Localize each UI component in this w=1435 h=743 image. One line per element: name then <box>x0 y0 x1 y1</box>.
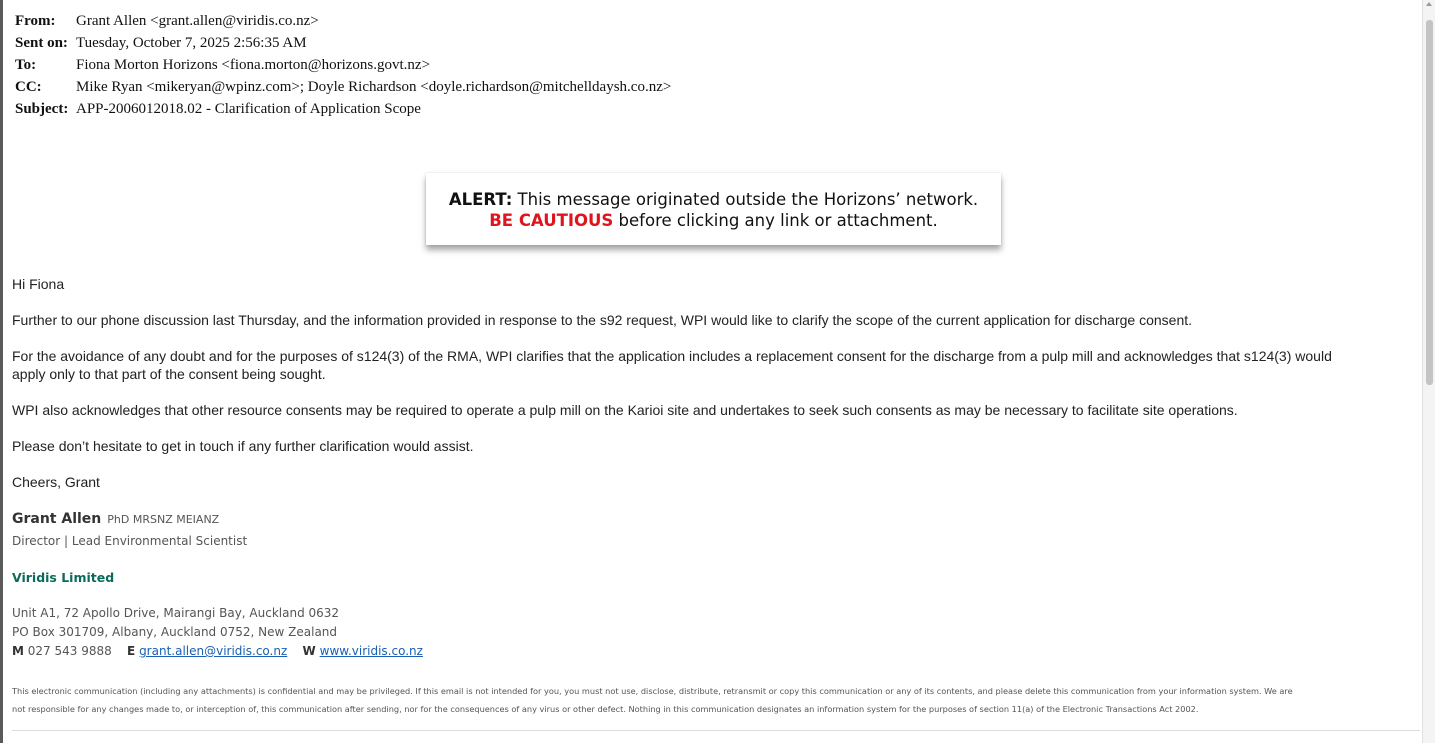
signature-company: Viridis Limited <box>12 570 115 585</box>
external-alert-banner <box>426 173 1001 245</box>
signature-contact <box>12 644 423 658</box>
signature-title: Director | Lead Environmental Scientist <box>12 534 248 548</box>
website-label: W <box>302 644 316 658</box>
window-left-edge <box>0 0 3 743</box>
mobile-number: 027 543 9888 <box>27 644 112 658</box>
scroll-up-arrow-icon[interactable] <box>1426 2 1432 6</box>
header-cc <box>15 76 671 98</box>
paragraph-2-line-1: For the avoidance of any doubt and for the purposes of s124(3) of the RMA, WPI clarifies that the application includes a replacement consent for the discharge from a pulp mill and acknowledges that s124(3) would <box>12 348 1332 364</box>
header-subject <box>15 98 671 120</box>
alert-line-2 <box>426 210 1001 231</box>
legal-disclaimer <box>12 682 1412 718</box>
email-headers <box>15 10 671 120</box>
header-to <box>15 54 671 76</box>
cc-value[interactable]: Mike Ryan <mikeryan@wpinz.com>; Doyle Richardson <doyle.richardson@mitchelldaysh.co.nz> <box>76 78 672 95</box>
subject-value: APP-2006012018.02 - Clarification of Application Scope <box>76 100 421 117</box>
mobile-label: M <box>12 644 24 658</box>
to-value[interactable]: Fiona Morton Horizons <fiona.morton@horizons.govt.nz> <box>76 56 431 73</box>
website-link[interactable]: www.viridis.co.nz <box>319 644 423 658</box>
disclaimer-line-1: This electronic communication (including any attachments) is confidential and may be privileged. If this email is not intended for you, you must not use, disclose, distribute, retransmit or copy this communication or any of its contents, and please delete this communication from your information system. We are <box>12 686 1293 696</box>
paragraph-1: Further to our phone discussion last Thursday, and the information provided in response to the s92 request, WPI would like to clarify the scope of the current application for discharge consent. <box>12 312 1193 328</box>
alert-line1-text: This message originated outside the Horizons’ network. <box>512 190 979 209</box>
greeting: Hi Fiona <box>12 276 65 292</box>
subject-label: Subject: <box>15 100 69 117</box>
vertical-scrollbar[interactable] <box>1422 0 1435 743</box>
alert-line-1 <box>426 189 1001 210</box>
sent-value: Tuesday, October 7, 2025 2:56:35 AM <box>76 34 307 51</box>
sign-off: Cheers, Grant <box>12 474 100 490</box>
email-link[interactable]: grant.allen@viridis.co.nz <box>139 644 288 658</box>
paragraph-2-line-2: apply only to that part of the consent being sought. <box>12 366 326 382</box>
alert-caution: BE CAUTIOUS <box>489 211 614 230</box>
header-sent <box>15 32 671 54</box>
signature-quals: PhD MRSNZ MEIANZ <box>107 513 220 526</box>
to-label: To: <box>15 56 37 73</box>
sent-label: Sent on: <box>15 34 68 51</box>
from-label: From: <box>15 12 56 29</box>
disclaimer-line-2: not responsible for any changes made to, or interception of, this communication after sending, nor for the consequences of any virus or other defect. Nothing in this communication designates an information system for the purposes of section 11(a) of the Electronic Transactions Act 2002. <box>12 704 1199 714</box>
signature-name: Grant Allen <box>12 511 102 527</box>
scrollbar-thumb[interactable] <box>1426 20 1433 385</box>
message-divider <box>12 730 1420 731</box>
from-value[interactable]: Grant Allen <grant.allen@viridis.co.nz> <box>76 12 319 29</box>
signature-address-1: Unit A1, 72 Apollo Drive, Mairangi Bay, Auckland 0632 <box>12 606 340 620</box>
email-label: E <box>127 644 136 658</box>
alert-line2-text: before clicking any link or attachment. <box>613 211 938 230</box>
paragraph-3: WPI also acknowledges that other resource consents may be required to operate a pulp mill on the Karioi site and undertakes to seek such consents as may be necessary to facilitate site operations. <box>12 402 1238 418</box>
signature-name-line <box>12 511 219 527</box>
header-from <box>15 10 671 32</box>
paragraph-4: Please don’t hesitate to get in touch if any further clarification would assist. <box>12 438 474 454</box>
cc-label: CC: <box>15 78 42 95</box>
signature-address-2: PO Box 301709, Albany, Auckland 0752, New Zealand <box>12 625 338 639</box>
alert-prefix: ALERT: <box>448 190 513 209</box>
